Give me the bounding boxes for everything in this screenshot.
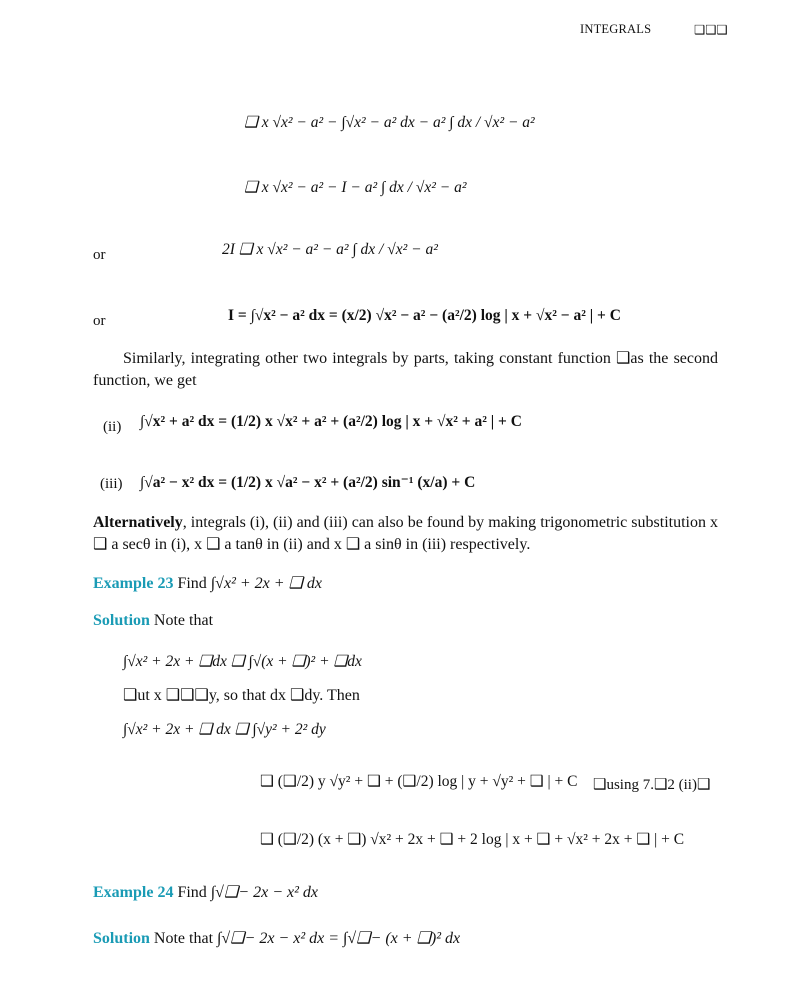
alternatively-rest: , integrals (i), (ii) and (iii) can also be found by making trigonometric substitution x ❑ a secθ in (i), x ❑ a tanθ in (ii) and x ❑ a sinθ in (iii) respectively. (93, 514, 718, 553)
solution-23-eq-1: ∫√x² + 2x + ❑dx ❑ ∫√(x + ❑)² + ❑dx (123, 653, 362, 670)
running-title: INTEGRALS (580, 22, 652, 36)
solution-23-put: ❑ut x ❑❑❑y, so that dx ❑dy. Then (123, 687, 360, 704)
solution-23-eq-2: ∫√x² + 2x + ❑ dx ❑ ∫√y² + 2² dy (123, 721, 326, 738)
derivation-line-3: 2I ❑ x √x² − a² − a² ∫ dx / √x² − a² (222, 241, 438, 258)
solution-24-text: Note that (153, 930, 214, 947)
example-24-label: Example 24 (93, 884, 174, 901)
example-23 (93, 573, 322, 593)
result-iii-label: (iii) (100, 476, 123, 492)
derivation-line-1: ❑ x √x² − a² − ∫√x² − a² dx − a² ∫ dx / √x² − a² (244, 114, 535, 131)
example-23-expr: ∫√x² + 2x + ❑ dx (210, 575, 322, 592)
or-label-2: or (93, 313, 106, 329)
result-ii-label: (ii) (103, 419, 122, 435)
solution-23 (93, 612, 213, 630)
alternatively-paragraph (93, 512, 718, 556)
example-24-text: Find (177, 884, 207, 901)
derivation-line-2: ❑ x √x² − a² − I − a² ∫ dx / √x² − a² (244, 179, 467, 196)
example-23-label: Example 23 (93, 575, 174, 592)
solution-24-label: Solution (93, 930, 150, 947)
example-24 (93, 882, 318, 902)
solution-23-text: Note that (153, 612, 214, 629)
solution-23-label: Solution (93, 612, 150, 629)
solution-24 (93, 928, 460, 948)
solution-23-eq-3-note: ❑using 7.❑2 (ii)❑ (593, 777, 711, 793)
result-iii-formula: ∫√a² − x² dx = (1/2) x √a² − x² + (a²/2) sin⁻¹ (x/a) + C (140, 474, 476, 491)
derivation-line-4: I = ∫√x² − a² dx = (x/2) √x² − a² − (a²/2) log | x + √x² − a² | + C (228, 307, 621, 324)
similarly-paragraph: Similarly, integrating other two integrals by parts, taking constant function ❑as the second function, we get (93, 350, 718, 389)
solution-23-eq-3: ❑ (❑/2) y √y² + ❑ + (❑/2) log | y + √y² + ❑ | + C (260, 773, 578, 790)
or-label-1: or (93, 247, 106, 263)
solution-23-eq-4: ❑ (❑/2) (x + ❑) √x² + 2x + ❑ + 2 log | x + ❑ + √x² + 2x + ❑ | + C (260, 831, 685, 848)
example-24-expr: ∫√❑− 2x − x² dx (210, 884, 318, 901)
page-number: ❑❑❑ (694, 23, 728, 37)
solution-24-expr: ∫√❑− 2x − x² dx = ∫√❑− (x + ❑)² dx (217, 930, 461, 947)
result-ii-formula: ∫√x² + a² dx = (1/2) x √x² + a² + (a²/2) log | x + √x² + a² | + C (140, 413, 522, 430)
example-23-text: Find (177, 575, 207, 592)
alternatively-lead: Alternatively (93, 514, 183, 531)
